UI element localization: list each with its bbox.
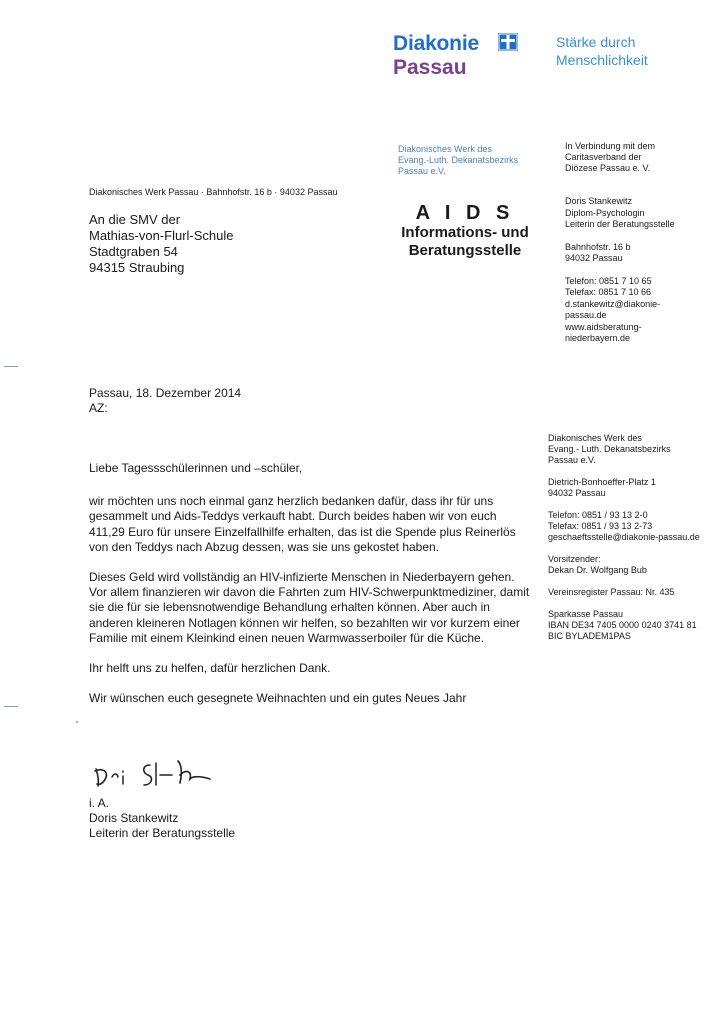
address-line: Stadtgraben 54 [89,244,178,259]
footer-line: Vereinsregister Passau: Nr. 435 [548,587,675,597]
partner-block [565,141,655,174]
signer-role: Leiterin der Beratungsstelle [89,826,236,840]
footer-line: Dietrich-Bonhoeffer-Platz 1 [548,477,656,487]
logo-passau: Passau [393,56,467,79]
slogan [556,33,648,69]
contact-email: passau.de [565,310,607,320]
org-name-block [398,144,518,177]
address-line: 94315 Straubing [89,260,185,275]
contact-street: Bahnhofstr. 16 b [565,241,631,252]
contact-website: www.aidsberatung- [565,321,642,332]
footer-line: Dekan Dr. Wolfgang Bub [548,565,647,575]
partner-line: In Verbindung mit dem [565,141,656,151]
body-paragraph: Dieses Geld wird vollständig an HIV-infizierte Menschen in Niederbayern gehen. Vor allem finanzieren wir davon die Fahrten zum HIV-Schwerpunktmediziner, damit sie die für sie lebensnotwendige Behandlung erhalten können. Aber auch in anderen kleineren Notlagen können wir helfen, so bezahlten wir vor kurzem einer Familie mit einem Kleinkind einen neuen Warmwasserboiler für die Küche. [89,570,530,645]
sender-return-line: Diakonisches Werk Passau · Bahnhofstr. 16 b · 94032 Passau [89,187,338,197]
contact-block [565,196,675,345]
recipient-address [89,212,234,276]
closing-ia: i. A. [89,796,110,810]
body-paragraph: Wir wünschen euch gesegnete Weihnachten und ein gutes Neues Jahr [89,691,467,706]
letter-date: Passau, 18. Dezember 2014 [89,386,242,400]
contact-fax: Telefax: 0851 7 10 66 [565,287,652,297]
contact-phone: Telefon: 0851 7 10 65 [565,275,652,286]
signer-name: Doris Stankewitz [89,811,179,825]
contact-title: Diplom-Psychologin [565,207,645,218]
org-line: Diakonisches Werk des [398,144,492,154]
footer-line: Telefon: 0851 / 93 13 2-0 [548,510,648,520]
partner-line: Diözese Passau e. V. [565,163,651,173]
footer-line: Sparkasse Passau [548,609,624,619]
footer-line: 94032 Passau [548,488,606,498]
footer-line: Telefax: 0851 / 93 13 2-73 [548,521,653,531]
handwritten-signature [92,755,222,789]
contact-role: Leiterin der Beratungsstelle [565,219,675,229]
scan-speck [76,721,78,723]
footer-line: IBAN DE34 7405 0000 0240 3741 81 [548,620,697,630]
contact-name: Doris Stankewitz [565,196,633,206]
dateline [89,386,241,416]
logo-diakonie: Diakonie [393,32,479,55]
title-line: Informations- und [401,224,529,241]
letter-body [89,461,534,721]
org-line: Evang.-Luth. Dekanatsbezirks [398,155,519,165]
reference-az: AZ: [89,401,108,415]
partner-line: Caritasverband der [565,152,642,162]
footer-line: Diakonisches Werk des [548,433,642,443]
body-paragraph: Ihr helft uns zu helfen, dafür herzlichen Dank. [89,661,331,676]
aids-title [390,202,540,260]
contact-email: d.stankewitz@diakonie- [565,298,661,309]
closing-block [89,796,235,841]
contact-city: 94032 Passau [565,253,623,263]
org-line: Passau e.V. [398,166,446,176]
address-line: An die SMV der [89,212,181,227]
footer-line: Vorsitzender: [548,554,601,564]
footer-line: BIC BYLADEM1PAS [548,631,631,641]
slogan-line: Stärke durch [556,34,636,50]
fold-mark-top [4,366,18,367]
footer-line: geschaeftsstelle@diakonie-passau.de [548,532,700,542]
diakonie-cross-icon [498,33,518,51]
body-paragraph: wir möchten uns noch einmal ganz herzlich bedanken dafür, dass ihr für uns gesammelt und Aids-Teddys verkauft habt. Durch beides haben wir von euch 411,29 Euro für unsere Einzelfallhilfe erhalten, das ist die Spende plus Reinerlös von den Teddys nach Abzug dessen, was sie uns gekostet haben. [89,494,516,554]
address-line: Mathias-von-Flurl-Schule [89,228,234,243]
footer-line: Evang.- Luth. Dekanatsbezirks [548,444,671,454]
slogan-line: Menschlichkeit [556,52,648,68]
contact-website: niederbayern.de [565,333,631,343]
footer-info-block [548,433,700,642]
fold-mark-bottom [4,706,18,707]
title-aids: A I D S [415,202,515,224]
title-line: Beratungsstelle [408,242,522,259]
salutation: Liebe Tagessschülerinnen und –schüler, [89,461,303,475]
footer-line: Passau e.V. [548,455,596,465]
